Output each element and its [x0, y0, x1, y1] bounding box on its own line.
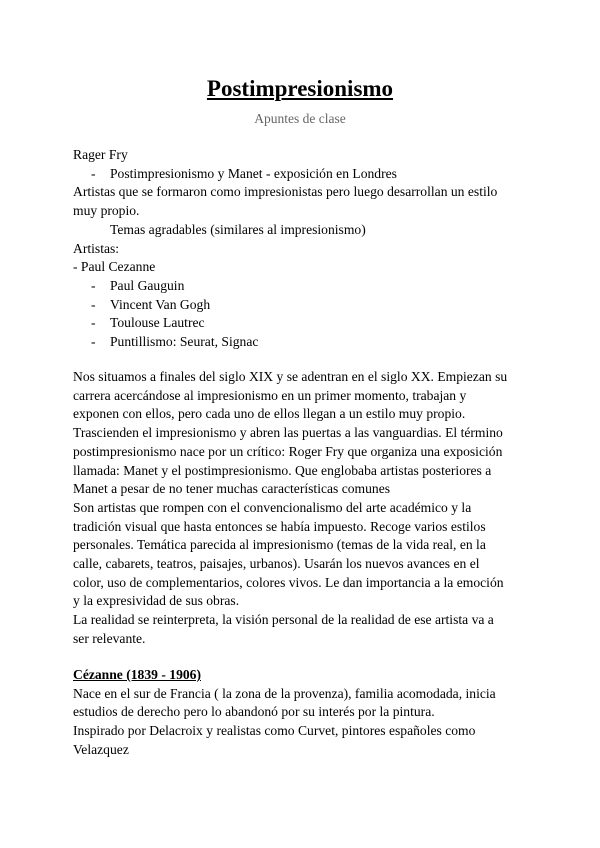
paragraph-line: Nos situamos a finales del siglo XIX y se adentran en el siglo XX. Empiezan su: [73, 369, 508, 384]
cezanne-line: estudios de derecho pero lo abandonó por su interés por la pintura.: [73, 704, 435, 720]
paragraph-line: Trascienden el impresionismo y abren las puertas a las vanguardias. El término: [73, 425, 503, 441]
page-subtitle: Apuntes de clase: [254, 111, 346, 126]
paragraph-line: exponen con ellos, pero cada uno de ellos llegan a un estilo muy propio.: [73, 406, 466, 422]
paragraph-line: llamada: Manet y el postimpresionismo. Que englobaba artistas posteriores a: [73, 462, 492, 478]
paragraph-line: color, uso de complementarios, colores vivos. Le dan importancia a la emoción: [73, 574, 504, 590]
paragraph-line: tradición visual que hasta entonces se había impuesto. Recoge varios estilos: [73, 518, 486, 534]
artist-name: Vincent Van Gogh: [110, 296, 211, 312]
page-title: Postimpresionismo: [206, 76, 394, 101]
intro-section: [73, 146, 543, 352]
paragraph-line: Son artistas que rompen con el convencionalismo del arte académico y la: [73, 499, 472, 515]
intro-artists-text-1: Artistas que se formaron como impresionistas pero luego desarrollan un estilo: [73, 184, 498, 200]
list-item: - Paul Gauguin: [91, 277, 185, 293]
cezanne-section: [73, 666, 543, 760]
intro-artists-text-2: muy propio.: [73, 203, 140, 219]
main-paragraph: [73, 368, 543, 649]
paragraph-line: postimpresionismo nace por un crítico: Roger Fry que organiza una exposición: [73, 443, 503, 459]
cezanne-line: Velazquez: [73, 741, 129, 757]
intro-themes: Temas agradables (similares al impresionismo): [110, 221, 366, 237]
paragraph-line: Manet a pesar de no tener muchas características comunes: [73, 481, 391, 497]
list-item: - Postimpresionismo y Manet - exposición en Londres: [91, 165, 397, 181]
artist-name: Puntillismo: Seurat, Signac: [110, 334, 259, 350]
paragraph-line: personales. Temática parecida al impresionismo (temas de la vida real, en la: [73, 537, 486, 553]
paragraph-line: ser relevante.: [73, 630, 146, 646]
section-heading: Cézanne (1839 - 1906): [73, 667, 201, 682]
artists-label: Artistas:: [73, 240, 120, 256]
list-item: - Vincent Van Gogh: [91, 296, 211, 312]
list-item: - Toulouse Lautrec: [91, 315, 205, 331]
paragraph-line: y la expresividad de sus obras.: [73, 593, 240, 609]
cezanne-line: Inspirado por Delacroix y realistas como Curvet, pintores españoles como: [73, 723, 476, 739]
artist-name: Toulouse Lautrec: [110, 315, 205, 331]
artist-name: Paul Gauguin: [110, 277, 185, 293]
list-item: - Puntillismo: Seurat, Signac: [91, 334, 259, 350]
intro-bullet-text: Postimpresionismo y Manet - exposición en Londres: [110, 165, 397, 181]
intro-name: Rager Fry: [73, 147, 128, 162]
artist-cezanne: - Paul Cezanne: [73, 259, 156, 275]
paragraph-line: calle, cabarets, teatros, paisajes, urbanos). Usarán los nuevos avances en el: [73, 556, 480, 572]
paragraph-line: carrera acercándose al impresionismo en un primer momento, trabajan y: [73, 387, 467, 403]
cezanne-line: Nace en el sur de Francia ( la zona de la provenza), familia acomodada, inicia: [73, 685, 496, 701]
paragraph-line: La realidad se reinterpreta, la visión personal de la realidad de ese artista va a: [73, 612, 494, 628]
